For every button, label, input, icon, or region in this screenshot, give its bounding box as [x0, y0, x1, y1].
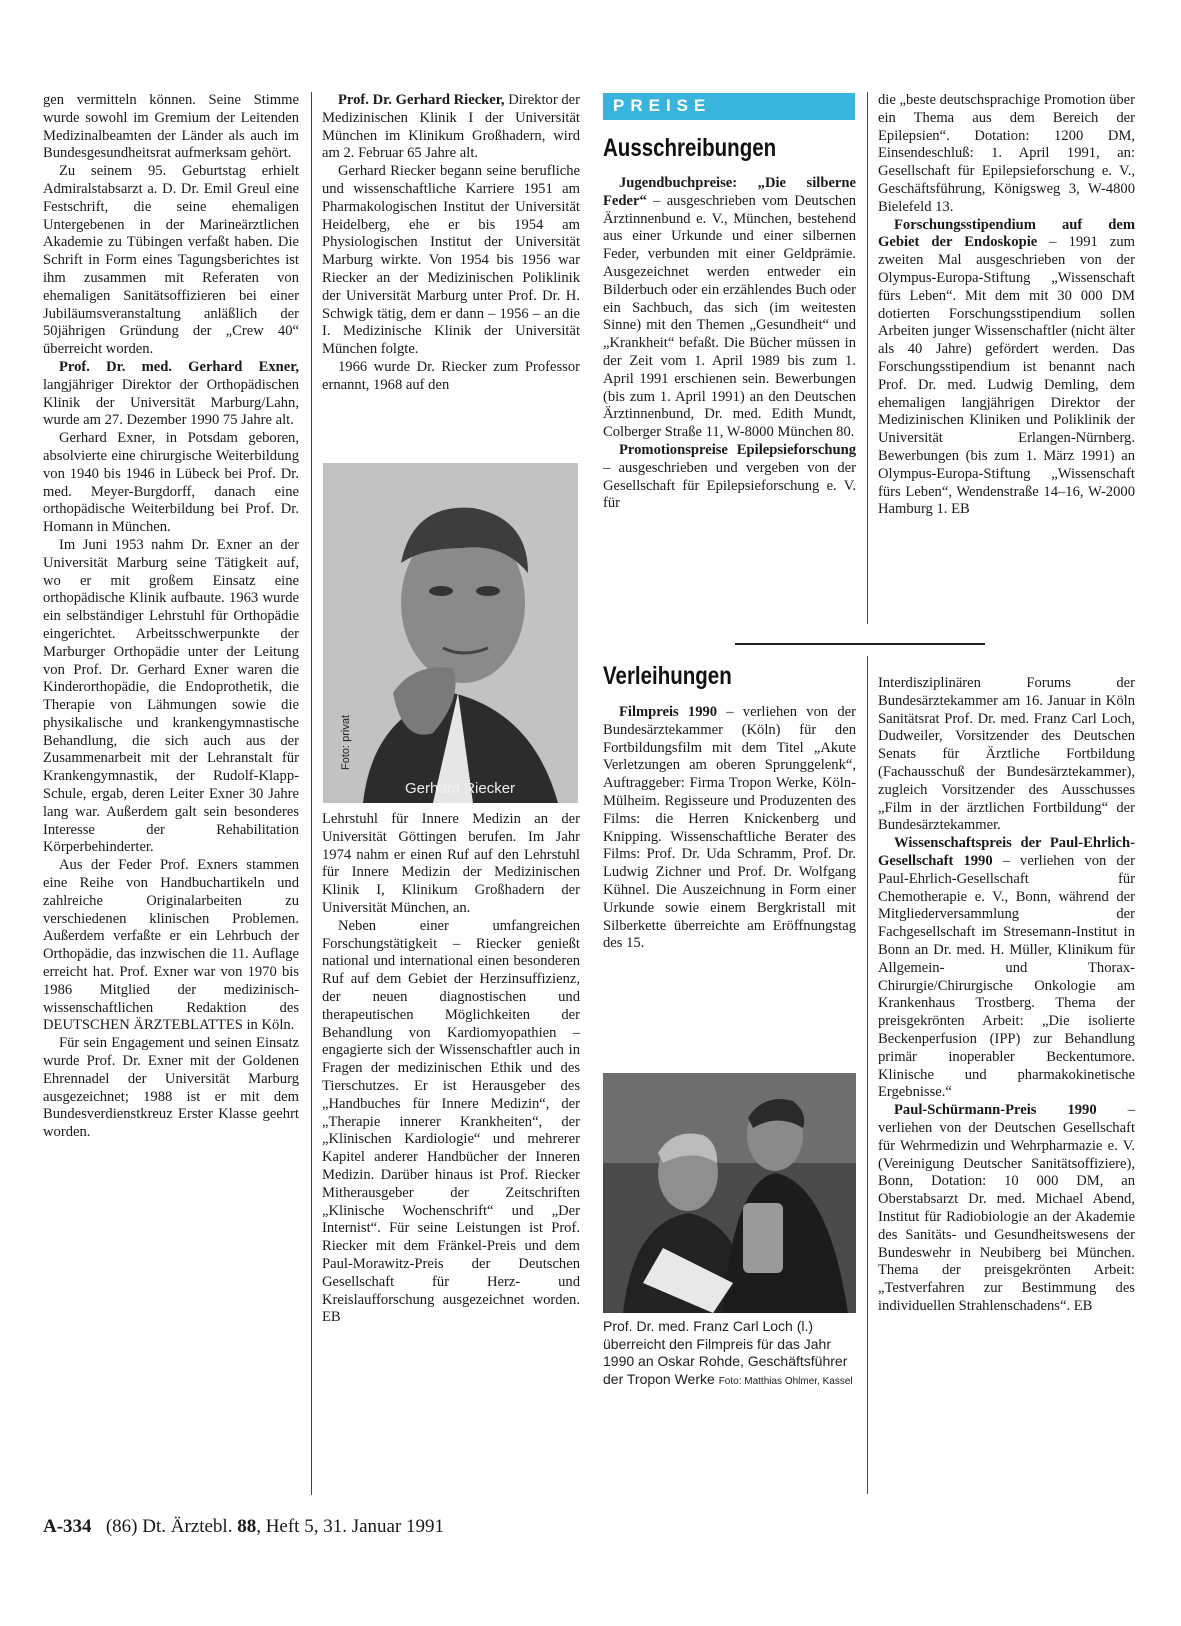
paragraph	[878, 217, 1135, 520]
volume-number: 88	[237, 1516, 257, 1537]
paragraph-text: Direktor der Medizinischen Klinik I der Universität München im Klinikum Großhadern, wird am 2. Februar 65 Jahre alt.	[322, 92, 581, 162]
paragraph	[878, 1102, 1135, 1316]
paragraph-text: Gerhard Exner, in Potsdam geboren, absolvierte eine chirurgische Weiterbildung von 1940 bis 1946 in Lübeck bei Prof. Dr. med. Meyer-Burgdorff, danach eine orthopädische Weiterbildung bei Prof. Dr. Homann in München.	[43, 430, 299, 536]
column-2-text	[322, 92, 580, 395]
award-photo-credit: Foto: Matthias Ohlmer, Kassel	[718, 1375, 853, 1387]
heading-verleihungen: Verleihungen	[603, 662, 732, 690]
paragraph-text: Für sein Engagement und seinen Einsatz wurde Prof. Dr. Exner mit der Goldenen Ehrennadel der Universität Marburg ausgezeichnet; 1988 ist er mit dem Bundesverdienstkreuz Erster Klasse geehrt worden.	[43, 1035, 299, 1141]
award-photo-caption-text: Prof. Dr. med. Franz Carl Loch (l.) überreicht den Filmpreis für das Jahr 1990 an Oskar Rohde, Geschäftsführer der Tropon Werke	[603, 1318, 848, 1387]
award-photo-caption	[603, 1318, 856, 1390]
page-footer	[43, 1516, 444, 1538]
paragraph-text: Im Juni 1953 nahm Dr. Exner an der Universität Marburg seine Tätigkeit auf, wo er mit großem Einsatz eine orthopädische Klinik aufbaute. 1963 wurde ein selbständiger Lehrstuhl für Orthopädie eingerichtet. Arbeitsschwerpunkte der Marburger Orthopädie unter der Leitung von Prof. Dr. Gerhard Exner waren die Kinderorthopädie, die Endoprothetik, die Therapie von Lähmungen sowie die physikalische und krankengymnastische Behandlung, die sich auch aus der Zusammenarbeit mit der Lehranstalt für Krankengymnastik, der Rudolf-Klapp-Schule, ergab, deren Leiter Exner 30 Jahre lang war. Außerdem galt sein besonderes Interesse der Rehabilitation Körperbehinderter.	[43, 536, 299, 856]
paragraph	[322, 163, 580, 359]
paragraph	[322, 359, 580, 395]
paragraph-text: – verliehen von der Paul-Ehrlich-Gesellschaft für Chemotherapie e. V., Bonn, während der Mitgliederversammlung der Fachgesellschaft im Stresemann-Institut in Bonn an Dr. med. H. Müller, Klinikum für Allgemein- und Thorax-Chirurgie/Chirurgische Onkologie am Krankenhaus Trostberg. Thema der preisgekrönten Arbeit: „Die isolierte Beckenperfusion (IPP) zur Behandlung primär inoperabler Beckentumore. Klinische und pharmakokinetische Ergebnisse.“	[878, 852, 1135, 1101]
paragraph-text: Zu seinem 95. Geburtstag erhielt Admiralstabsarzt a. D. Dr. Emil Greul eine Festschrift, die seine ehemaligen Untergebenen in der Marineärztlichen Akademie zu Tübingen verfaßt haben. Die Schrift in Form eines Tagungsberichtes ist ihm zusammen mit Referaten von ehemaligen Sanitätsoffizieren bei einer Jubiläumsveranstaltung anläßlich der 50jährigen Gründung der „Crew 40“ überreicht worden.	[43, 163, 299, 358]
paragraph-text: gen vermitteln können. Seine Stimme wurde sowohl im Gremium der Leitenden Medizinalbeamten der Länder als auch im Bundesgesundheitsrat aufmerksam gehört.	[43, 92, 299, 162]
issue-prefix: (86) Dt. Ärztebl.	[105, 1516, 238, 1537]
photo-credit-riecker: Foto: privat	[340, 714, 352, 770]
award-photo	[603, 1073, 856, 1313]
paragraph	[43, 430, 299, 537]
column-4-bottom-text	[878, 675, 1135, 1316]
column-3-bottom-text	[603, 704, 856, 953]
portrait-photo-riecker	[323, 463, 578, 803]
page-number: A-334	[43, 1516, 92, 1537]
paragraph-lead: Promotionspreise Epilepsieforschung	[619, 441, 856, 458]
paragraph-text: Interdisziplinären Forums der Bundesärztekammer am 16. Januar in Köln Sanitätsrat Prof. Dr. med. Franz Carl Loch, Dudweiler, Vorsitzender des Deutschen Senats für Ärztliche Fortbildung (Fachausschuß der Bundesärztekammer), zugleich Vorsitzender des Ausschusses „Film in der ärztlichen Fortbildung“ der Bundesärztekammer.	[878, 675, 1135, 834]
paragraph-text: Neben einer umfangreichen Forschungstätigkeit – Riecker genießt national und international einen besonderen Ruf auf dem Gebiet der Herzinsuffizienz, der neuen diagnostischen und therapeutischen Möglichkeiten der Behandlung von Kardiomyopathien – engagierte sich der Wissenschaftler auch in Fragen der medizinischen Ethik und des Tierschutzes. Er ist Herausgeber des „Handbuches für Innere Medizin“, der „Therapie innerer Krankheiten“, der „Klinischen Kardiologie“ und mehrerer Kapitel anderer Handbücher der Inneren Medizin. Darüber hinaus ist Prof. Riecker Mitherausgeber der Zeitschriften „Klinische Wochenschrift“ und „Der Internist“. Für seine Leistungen ist Prof. Riecker mit dem Fränkel-Preis und dem Paul-Morawitz-Preis der Deutschen Gesellschaft für Herz- und Kreislaufforschung ausgezeichnet worden. EB	[322, 917, 580, 1326]
paragraph-text: Lehrstuhl für Innere Medizin an der Universität Göttingen berufen. Im Jahr 1974 nahm er einen Ruf auf den Lehrstuhl für Innere Medizin der Medizinischen Klinik I, Klinikum Großhadern der Universität München, an.	[322, 811, 580, 916]
paragraph	[43, 1035, 299, 1142]
paragraph	[43, 857, 299, 1035]
paragraph	[43, 537, 299, 857]
paragraph	[322, 918, 580, 1327]
paragraph-lead: Filmpreis 1990	[619, 704, 718, 720]
paragraph-lead: Jugendbuchpreise: „Die silberne Feder“	[603, 175, 856, 209]
column-4-top-text	[878, 92, 1135, 519]
section-rule	[735, 643, 985, 645]
column-1-text	[43, 92, 299, 1142]
paragraph	[878, 92, 1135, 217]
heading-ausschreibungen: Ausschreibungen	[603, 134, 777, 162]
paragraph-lead: Prof. Dr. med. Gerhard Exner,	[59, 358, 299, 375]
column-3-top-text	[603, 175, 856, 513]
section-label: PREISE	[613, 96, 712, 115]
paragraph-text: – verliehen von der Bundesärztekammer (Köln) für den Fortbildungsfilm mit dem Titel „Akute Verletzungen am oberen Sprunggelenk“, Auftraggeber: Firma Tropon Werke, Köln-Mülheim. Regisseure und Produzenten des Films: die Herren Knickenberg und Knipping. Wissenschaftliche Berater des Films: Prof. Dr. Uda Schramm, Prof. Dr. Ludwig Zichner und Prof. Dr. Wolfgang Kühnel. Die Auszeichnung in Form einer Urkunde sowie einem Bergkristall mit Silberkette überreichte am Eröffnungstag des 15.	[603, 704, 856, 952]
paragraph	[43, 163, 299, 359]
paragraph	[878, 835, 1135, 1102]
paragraph	[322, 92, 580, 163]
paragraph-text: – ausgeschrieben und vergeben von der Gesellschaft für Epilepsieforschung e. V. für	[603, 459, 856, 512]
paragraph	[43, 92, 299, 163]
section-bar	[603, 93, 855, 120]
paragraph	[322, 811, 580, 918]
paragraph-text: langjähriger Direktor der Orthopädischen Klinik der Universität Marburg/Lahn, wurde am 27. Dezember 1990 75 Jahre alt.	[43, 376, 299, 429]
paragraph-text: die „beste deutschsprachige Promotion über ein Thema aus dem Bereich der Epilepsien“. Dotation: 1200 DM, Einsendeschluß: 1. April 1991, an: Gesellschaft für Epilepsieforschung e. V., Geschäftsführung, Königsweg 3, W-4800 Bielefeld 13.	[878, 92, 1135, 215]
column-divider	[311, 92, 312, 1495]
photo-caption-riecker: Gerhard Riecker	[405, 780, 516, 797]
paragraph	[603, 704, 856, 953]
paragraph-text: – 1991 zum zweiten Mal ausgeschrieben von der Olympus-Europa-Stiftung „Wissenschaft fürs Leben“. Mit dem mit 30 000 DM dotierten Forschungsstipendium sollen Arbeiten junger Wissenschaftler (nicht älter als 40 Jahre) gefördert werden. Das Forschungsstipendium ist benannt nach Prof. Dr. med. Ludwig Demling, dem ehemaligen langjährigen Direktor der Medizinischen Kliniken und Poliklinik der Universität Erlangen-Nürnberg. Bewerbungen (bis zum 1. März 1991) an Olympus-Europa-Stiftung „Wissenschaft fürs Leben“, Wendenstraße 14–16, W-2000 Hamburg 1. EB	[878, 234, 1135, 518]
column-divider	[867, 656, 868, 1494]
paragraph	[603, 175, 856, 442]
paragraph-lead: Forschungsstipendium auf dem Gebiet der Endoskopie	[878, 216, 1135, 251]
paragraph-text: – verliehen von der Deutschen Gesellschaft für Wehrmedizin und Wehrpharmazie e. V. (Vereinigung Deutscher Sanitätsoffiziere), Bonn, Dotation: 10 000 DM, an Oberstabsarzt Dr. med. Michael Abend, Institut für Radiobiologie an der Akademie des Sanitäts- und Gesundheitswesens der Bundeswehr in Neubiberg bei München. Thema der preisgekrönten Arbeit: „Testverfahren zur Bestimmung des individuellen Strahlenschadens“. EB	[878, 1102, 1135, 1314]
column-divider	[867, 92, 868, 624]
paragraph-text: Aus der Feder Prof. Exners stammen eine Reihe von Handbuchartikeln und zahlreiche Originalarbeiten zu verschiedenen klinischen Problemen. Außerdem verfaßte er ein Lehrbuch der Orthopädie, das inzwischen die 11. Auflage erreicht hat. Prof. Exner war von 1970 bis 1986 Mitglied der medizinisch-wissenschaftlichen Redaktion des DEUTSCHEN ÄRZTEBLATTES in Köln.	[43, 857, 299, 1034]
paragraph	[603, 442, 856, 513]
column-2-bottom-text	[322, 811, 580, 1327]
paragraph-text: 1966 wurde Dr. Riecker zum Professor ernannt, 1968 auf den	[322, 358, 580, 393]
issue-suffix: , Heft 5, 31. Januar 1991	[256, 1516, 445, 1537]
paragraph-lead: Paul-Schürmann-Preis 1990	[894, 1102, 1097, 1119]
paragraph	[43, 359, 299, 430]
paragraph-text: – ausgeschrieben vom Deutschen Ärztinnenbund e. V., München, bestehend aus einer Urkunde und einer silbernen Feder, verbunden mit einer Geldprämie. Ausgezeichnet werden entweder ein Bilderbuch oder ein erzählendes Buch oder ein Sachbuch, das sich (im weitesten Sinne) mit den Themen „Gesundheit“ und „Krankheit“ befaßt. Die Bücher müssen in der Zeit vom 1. April 1989 bis zum 1. April 1991 erschienen sein. Bewerbungen (bis zum 1. April 1991) an den Deutschen Ärztinnenbund, Dr. med. Edith Mundt, Colberger Straße 11, W-8000 München 80.	[603, 192, 856, 441]
paragraph-lead: Wissenschaftspreis der Paul-Ehrlich-Gesellschaft 1990	[878, 835, 1135, 869]
paragraph-lead: Prof. Dr. Gerhard Riecker,	[338, 92, 505, 108]
paragraph	[878, 675, 1135, 835]
paragraph-text: Gerhard Riecker begann seine berufliche und wissenschaftliche Karriere 1951 am Pharmakologischen Institut der Universität Heidelberg, ehe er bis 1954 am Physiologischen Institut der Universität Marburg wirkte. Von 1954 bis 1956 war Riecker an der Medizinischen Poliklinik der Universität Marburg unter Prof. Dr. H. Schwigk tätig, dem er dann – 1956 – an die I. Medizinische Klinik der Universität München folgte.	[322, 163, 580, 358]
